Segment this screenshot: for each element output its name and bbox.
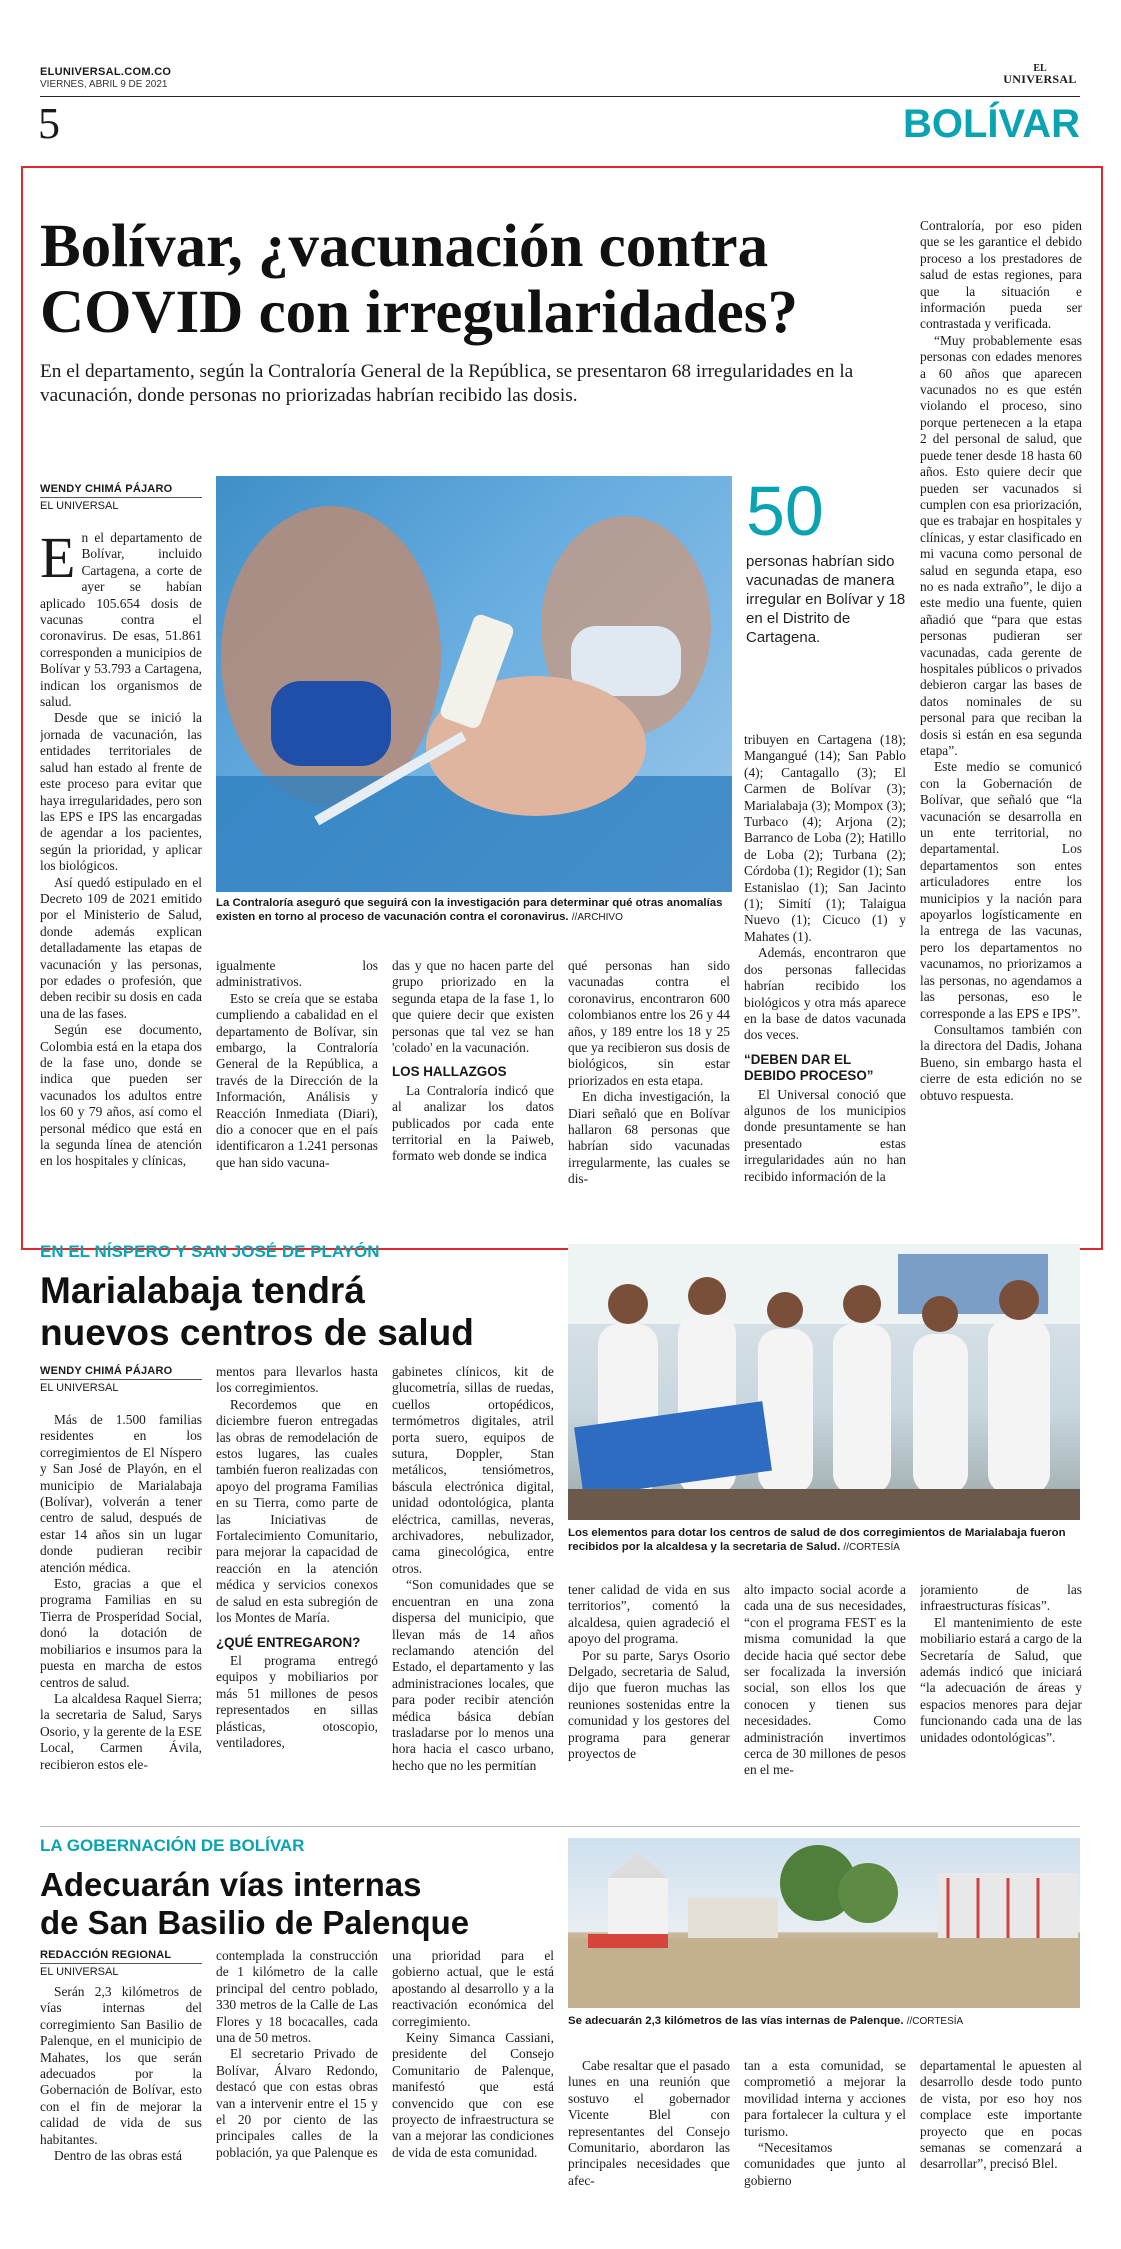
story1-photo-caption: La Contraloría aseguró que seguirá con la investigación para determinar qué otras anomalías existen en torno al proceso de vacunación contra el coronavirus. //ARCHIVO	[216, 897, 723, 923]
story1-col2: igualmente los administrativos. Esto se creía que se estaba cumpliendo a cabalidad en el departamento de Bolívar, sin embargo, la Contraloría General de la República, a través de la Dirección de la Información, Análisis y Reacción Inmediata (Diari), dio a conocer que en el país identificaron a 1.241 personas que han sido vacuna-	[216, 958, 378, 1170]
stat-number: 50	[746, 472, 824, 550]
page-number: 5	[38, 99, 60, 148]
story3-photo	[568, 1838, 1080, 2008]
photo-credit: //CORTESÍA	[906, 2016, 964, 2027]
story3-kicker: LA GOBERNACIÓN DE BOLÍVAR	[40, 1836, 305, 1855]
story2-byline	[40, 1364, 202, 1395]
story1-photo	[216, 476, 732, 892]
subhead-debido-proceso: “DEBEN DAR EL DEBIDO PROCESO”	[744, 1051, 874, 1084]
story1-col3: das y que no hacen parte del grupo priorizado en la segunda etapa de la fase 1, lo que quiere decir que existen personas que tal vez se han 'colado' en la vacunación. LOS HALLAZGOS La Contraloría indicó que al analizar los datos publicados por cada ente territorial en la Paiweb, formato web donde se indica	[392, 958, 554, 1164]
story2-col1: Más de 1.500 familias residentes en los corregimientos de El Níspero y San José de Playón, en el municipio de Marialabaja (Bolívar), volverán a tener centro de salud, después de estar 14 años sin un lugar donde pudieran recibir atención médica. Esto, gracias a que el programa Familias en su Tierra de Prosperidad Social, donó la dotación de mobiliarios e insumos para la puesta en marcha de estos centros de salud. La alcaldesa Raquel Sierra; la secretaria de Salud, Sarys Osorio, y la gerente de la ESE Local, Carmen Ávila, recibieron estos ele-	[40, 1412, 202, 1772]
logo-main: UNIVERSAL	[1003, 72, 1077, 86]
dropcap: E	[40, 530, 76, 590]
story1-headline: Bolívar, ¿vacunación contra COVID con irregularidades?	[40, 213, 798, 346]
story1-col1: E n el departamento de Bolívar, incluido Cartagena, a corte de ayer se habían aplicado 105.654 dosis de vacunas contra el coronavirus. De esas, 51.861 corresponden a municipios de Bolívar y 53.793 a Cartagena, indican los organismos de salud. Desde que se inició la jornada de vacunación, las entidades territoriales de salud han estado al frente de este proceso para evitar que haya irregularidades, pero son las EPS e IPS las encargadas de agendar a los pacientes, según la prioridad, y aplicar los biológicos. Así quedó estipulado en el Decreto 109 de 2021 emitido por el Ministerio de Salud, donde además explican detalladamente las etapas de vacunación y las personas, por edades o profesión, que deben recibir su dosis en cada una de las fases. Según ese documento, Colombia está en la etapa dos de la fase uno, donde se indica que pueden ser vacunados los adultos entre los 60 y 79 años, así como el personal médico que está en la segunda línea de atención en los hospitales y clínicas,	[40, 530, 202, 1169]
story1-col5: tribuyen en Cartagena (18); Mangangué (14); San Pablo (4); Cantagallo (3); El Carmen de Bolívar (3); Marialabaja (3); Mompox (3); Turbaco (4); Arjona (2); Barranco de Loba (2); Hatillo de Loba (2); Turbana (2); Córdoba (1); Regidor (1); San Estanislao (1); San Jacinto (1); Simití (1); Talaigua Nuevo (1); Cicuco (1) y Mahates (1). Además, encontraron que dos personas fallecidas habrían recibido los biológicos y otra más aparece en la base de datos vacunada dos veces. “DEBEN DAR EL DEBIDO PROCESO” El Universal conoció que algunos de los municipios donde presuntamente se han presentado estas irregularidades aún no han recibido información de la	[744, 732, 906, 1184]
story3-col2: contemplada la construcción de 1 kilómetro de la calle principal del centro poblado, 330 metros de la Calle de Las Flores y 18 bocacalles, cada una de 50 metros. El secretario Privado de Bolívar, Álvaro Redondo, destacó que con estas obras van a intervenir entre el 15 y el 20 por ciento de las principales calles de la población, ya que Palenque es	[216, 1948, 378, 2160]
outlet: EL UNIVERSAL	[40, 1382, 119, 1394]
section-title: BOLÍVAR	[902, 102, 1080, 146]
story1-col4: qué personas han sido vacunadas contra el coronavirus, encontraron 600 colombianos entre los 26 y 44 años, y 189 entre los 18 y 25 que ya recibieron sus dosis de biológicos, sin estar priorizados en esta etapa. En dicha investigación, la Diari señaló que en Bolívar hallaron 68 personas que habrían sido vacunadas irregularmente, las cuales se dis-	[568, 958, 730, 1187]
story3-col5: tan a esta comunidad, se comprometió a mejorar la movilidad interna y acciones para fortalecer la cultura y el turismo. “Necesitamos comunidades que junto al gobierno	[744, 2058, 906, 2188]
story2-col2: mentos para llevarlos hasta los corregimientos. Recordemos que en diciembre fueron entregadas las obras de remodelación de estos lugares, las cuales también fueron realizadas con apoyo del programa Familias en su Tierra, como parte de las Iniciativas de Fortalecimiento Comunitario, para mejorar la capacidad de reacción en la atención médica y servicios conexos de salud en esta subregión de los Montes de María. ¿QUÉ ENTREGARON? El programa entregó equipos y mobiliarios por más 51 millones de pesos representados en sillas plásticas, otoscopio, ventiladores,	[216, 1364, 378, 1750]
photo-credit: //CORTESÍA	[843, 1542, 900, 1553]
story2-col3: gabinetes clínicos, kit de glucometría, sillas de ruedas, cuellos ortopédicos, termómetros digitales, atril porta suero, equipos de sutura, Doppler, Stan metálicos, tensiómetros, báscula electrónica digital, unidad odontológica, planta eléctrica, camillas, neveras, archivadores, nebulizador, cama ginecológica, entre otros. “Son comunidades que se encuentran en una zona dispersa del municipio, que llevan más de 14 años reclamando atención del Estado, el departamento y las administraciones locales, que para poder recibir atención médica básica debían trasladarse por lo menos una hora hacia el casco urbano, hecho que no les permitían	[392, 1364, 554, 1773]
story3-photo-caption: Se adecuarán 2,3 kilómetros de las vías internas de Palenque. //CORTESÍA	[568, 2015, 964, 2027]
logo-top: EL	[1033, 63, 1047, 74]
header-site: ELUNIVERSAL.COM.CO	[40, 66, 172, 78]
story1-deck: En el departamento, según la Contraloría General de la República, se presentaron 68 irregularidades en la vacunación, donde personas no priorizadas habrían recibido las dosis.	[40, 361, 854, 406]
author: WENDY CHIMÁ PÁJARO	[40, 482, 202, 498]
story2-photo-caption: Los elementos para dotar los centros de salud de dos corregimientos de Marialabaja fueron recibidos por la alcaldesa y la secretaria de Salud. //CORTESÍA	[568, 1527, 1066, 1553]
header-date: VIERNES, ABRIL 9 DE 2021	[40, 79, 168, 90]
story2-col5: alto impacto social acorde a cada una de sus necesidades, “con el programa FEST es la misma comunidad la que decide hacia qué sector debe ser focalizada la inversión social, son ellos los que conocen y tienen sus necesidades. Como administración invertimos cerca de 30 millones de pesos en el me-	[744, 1582, 906, 1778]
story3-col6: departamental le apuesten al desarrollo desde todo punto de vista, por eso hoy nos complace este importante proyecto que en pocas semanas se comenzará a desarrollar”, precisó Blel.	[920, 2058, 1082, 2172]
story2-col6: joramiento de las infraestructuras físicas”. El mantenimiento de este mobiliario estará a cargo de la Secretaría de Salud, que además indicó que iniciará “la adecuación de áreas y espacios menores para dejar funcionando cada una de las unidades odontológicas”.	[920, 1582, 1082, 1745]
story3-col3: una prioridad para el gobierno actual, que le está apostando al desarrollo y a la reactivación económica del corregimiento. Keiny Simanca Cassiani, presidente del Consejo Comunitario de Palenque, manifestó que está convencido que con ese proyecto de infraestructura se van a mejorar las condiciones de vida de esta comunidad.	[392, 1948, 554, 2160]
story2-kicker: EN EL NÍSPERO Y SAN JOSÉ DE PLAYÓN	[40, 1242, 380, 1261]
story2-col4: tener calidad de vida en sus territorios”, comentó la alcaldesa, quien agradeció el apoyo del programa. Por su parte, Sarys Osorio Delgado, secretaria de Salud, dijo que fueron muchas las reuniones sostenidas entre la comunidad y los gestores del programa para generar proyectos de	[568, 1582, 730, 1762]
story2-photo	[568, 1244, 1080, 1520]
newspaper-logo	[1000, 64, 1080, 84]
header-rule	[40, 96, 1080, 97]
stat-text: personas habrían sido vacunadas de manera irregular en Bolívar y 18 en el Distrito de Cartagena.	[746, 553, 906, 646]
story3-byline	[40, 1948, 202, 1979]
author: REDACCIÓN REGIONAL	[40, 1948, 202, 1964]
photo-credit: //ARCHIVO	[571, 912, 623, 923]
story3-col4: Cabe resaltar que el pasado lunes en una reunión que sostuvo el gobernador Vicente Blel con representantes del Consejo Comunitario, abordaron las principales necesidades que afec-	[568, 2058, 730, 2188]
story1-col6: Contraloría, por eso piden que se les garantice el debido proceso a los prestadores de salud de estas regiones, para que la situación e información pueda ser contrastada y verificada. “Muy probablemente esas personas con edades menores a 60 años que aparecen vacunados no es que estén violando el proceso, sino porque pertenecen a la etapa 2 del personal de salud, que puede tener desde 18 hasta 60 años. Esto quiere decir que pueden ser vacunados si cumplen con esa priorización, que es trabajar en hospitales y clínicas, y estar clasificado en mi vacuna como personal de salud en segunda etapa, eso no es nada extraño”, le dijo a este medio una fuente, quien añadió que “para que estas personas pudieran ser vacunadas, cada gerente de hospitales públicos o privados debieron cargar las bases de datos nominales de su personal para que reciban la dosis si están en esa segunda etapa”. Este medio se comunicó con la Gobernación de Bolívar, que señaló que “la vacunación se desarrolla en un ente territorial, no departamental. Los departamentos son entes articuladores entre los municipios y la nación para apoyarlos logísticamente en la entrega de las vacunas, pero los departamentos no vacunamos, no priorizamos a las personas, no agendamos a las personas, eso le corresponde a las EPS e IPS”. Consultamos también con la directora del Dadis, Johana Bueno, sin embargo hasta el cierre de esta edición no se obtuvo respuesta.	[920, 218, 1082, 1103]
story3-col1: Serán 2,3 kilómetros de vías internas del corregimiento San Basilio de Palenque, en el municipio de Mahates, los que serán adecuados por la Gobernación de Bolívar, esto con el fin de mejorar la calidad de vida de sus habitantes. Dentro de las obras está	[40, 1984, 202, 2164]
author: WENDY CHIMÁ PÁJARO	[40, 1364, 202, 1380]
section-divider	[40, 1826, 1080, 1827]
subhead-hallazgos: LOS HALLAZGOS	[392, 1064, 507, 1080]
subhead-que-entregaron: ¿QUÉ ENTREGARON?	[216, 1634, 361, 1650]
outlet: EL UNIVERSAL	[40, 1966, 119, 1978]
story3-headline: Adecuarán vías internas de San Basilio de Palenque	[40, 1866, 470, 1941]
story1-byline	[40, 482, 202, 513]
story2-headline: Marialabaja tendrá nuevos centros de salud	[40, 1270, 474, 1353]
outlet: EL UNIVERSAL	[40, 500, 119, 512]
